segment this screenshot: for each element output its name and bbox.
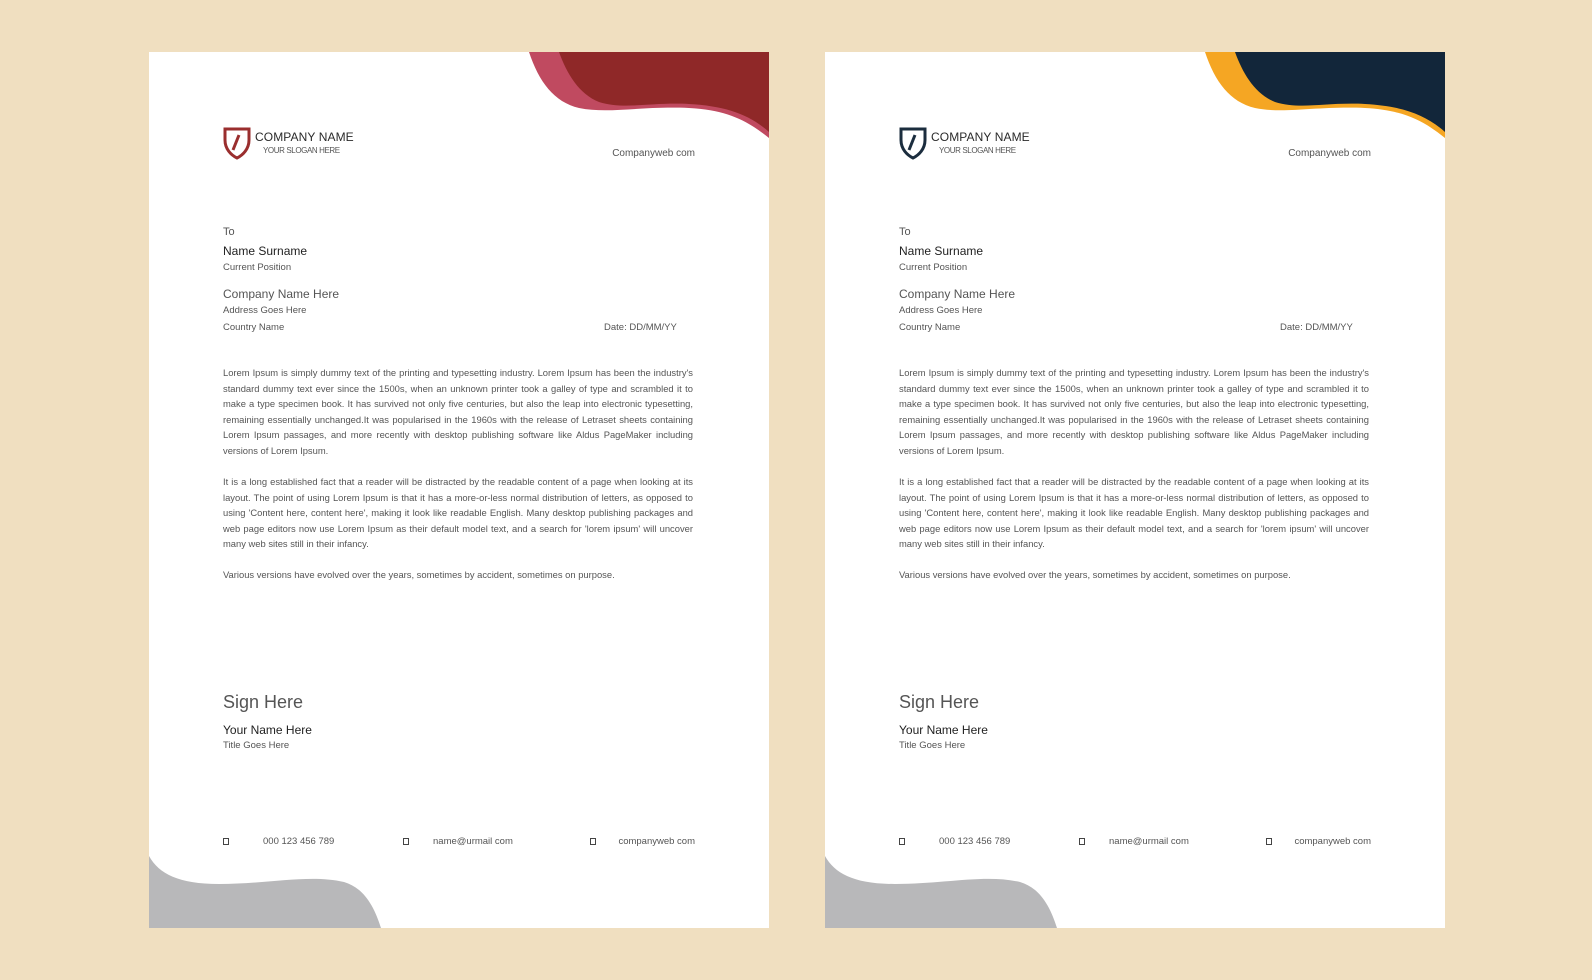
- wave-primary: [1235, 52, 1445, 132]
- top-corner-wave: [1205, 52, 1445, 138]
- body-paragraph-3: Various versions have evolved over the years, sometimes by accident, sometimes on purpose.: [899, 569, 1291, 580]
- shield-icon: [223, 126, 251, 160]
- body-paragraph-2: It is a long established fact that a reader will be distracted by the readable content of a page when looking at its layout. The point of using Lorem Ipsum is that it has a more-or-less normal distribution of letters, as opposed to using 'Content here, content here', making it look like readable English. Many desktop publishing packages and web page editors now use Lorem Ipsum as their default model text, and a search for 'lorem ipsum' will uncover many web sites still in their infancy.: [899, 476, 1369, 550]
- globe-icon: [1266, 838, 1272, 845]
- body-paragraph-3: Various versions have evolved over the years, sometimes by accident, sometimes on purpose.: [223, 569, 615, 580]
- phone-icon: [223, 838, 229, 845]
- website-header: Companyweb com: [612, 148, 695, 159]
- shield-icon: [899, 126, 927, 160]
- body-paragraph-1: Lorem Ipsum is simply dummy text of the printing and typesetting industry. Lorem Ipsum has been the industry's standard dummy text ever since the 1500s, when an unknown printer took a galley of type and scrambled it to make a type specimen book. It has survived not only five centuries, but also the leap into electronic typesetting, remaining essentially unchanged.It was popularised in the 1960s with the release of Letraset sheets containing Lorem Ipsum passages, and more recently with desktop publishing software like Aldus PageMaker including versions of Lorem Ipsum.: [223, 367, 693, 456]
- bottom-corner-wave: [825, 856, 1065, 928]
- website-header: Companyweb com: [1288, 148, 1371, 159]
- footer-email: name@urmail com: [433, 836, 513, 847]
- recipient-country: Country Name: [223, 322, 285, 333]
- footer-phone: 000 123 456 789: [939, 836, 1011, 847]
- recipient-company: Company Name Here: [899, 287, 1016, 301]
- recipient-position: Current Position: [899, 262, 968, 273]
- body-paragraph-2: It is a long established fact that a reader will be distracted by the readable content of a page when looking at its layout. The point of using Lorem Ipsum is that it has a more-or-less normal distribution of letters, as opposed to using 'Content here, content here', making it look like readable English. Many desktop publishing packages and web page editors now use Lorem Ipsum as their default model text, and a search for 'lorem ipsum' will uncover many web sites still in their infancy.: [223, 476, 693, 550]
- letterhead-red: [149, 52, 769, 928]
- letter-date: Date: DD/MM/YY: [1280, 322, 1353, 333]
- email-icon: [403, 838, 409, 845]
- letter-date: Date: DD/MM/YY: [604, 322, 677, 333]
- email-icon: [1079, 838, 1085, 845]
- company-name: COMPANY NAME: [255, 130, 354, 144]
- recipient-address: Address Goes Here: [223, 305, 307, 316]
- recipient-name: Name Surname: [899, 244, 984, 258]
- bottom-corner-wave: [149, 856, 389, 928]
- recipient-address: Address Goes Here: [899, 305, 983, 316]
- to-label: To: [899, 226, 911, 238]
- slogan: YOUR SLOGAN HERE: [939, 146, 1016, 155]
- recipient-name: Name Surname: [223, 244, 308, 258]
- recipient-company: Company Name Here: [223, 287, 340, 301]
- signer-title: Title Goes Here: [899, 740, 966, 751]
- slogan: YOUR SLOGAN HERE: [263, 146, 340, 155]
- globe-icon: [590, 838, 596, 845]
- footer-phone: 000 123 456 789: [263, 836, 335, 847]
- letterhead-navy: [825, 52, 1445, 928]
- footer-website: companyweb com: [1294, 836, 1371, 847]
- body-paragraph-1: Lorem Ipsum is simply dummy text of the printing and typesetting industry. Lorem Ipsum has been the industry's standard dummy text ever since the 1500s, when an unknown printer took a galley of type and scrambled it to make a type specimen book. It has survived not only five centuries, but also the leap into electronic typesetting, remaining essentially unchanged.It was popularised in the 1960s with the release of Letraset sheets containing Lorem Ipsum passages, and more recently with desktop publishing software like Aldus PageMaker including versions of Lorem Ipsum.: [899, 367, 1369, 456]
- top-corner-wave: [529, 52, 769, 138]
- signer-name: Your Name Here: [223, 723, 312, 737]
- wave-primary: [559, 52, 769, 132]
- signer-name: Your Name Here: [899, 723, 988, 737]
- footer-email: name@urmail com: [1109, 836, 1189, 847]
- to-label: To: [223, 226, 235, 238]
- sign-here: Sign Here: [223, 692, 304, 712]
- recipient-country: Country Name: [899, 322, 961, 333]
- signer-title: Title Goes Here: [223, 740, 290, 751]
- sign-here: Sign Here: [899, 692, 980, 712]
- footer-website: companyweb com: [618, 836, 695, 847]
- recipient-position: Current Position: [223, 262, 292, 273]
- company-name: COMPANY NAME: [931, 130, 1030, 144]
- phone-icon: [899, 838, 905, 845]
